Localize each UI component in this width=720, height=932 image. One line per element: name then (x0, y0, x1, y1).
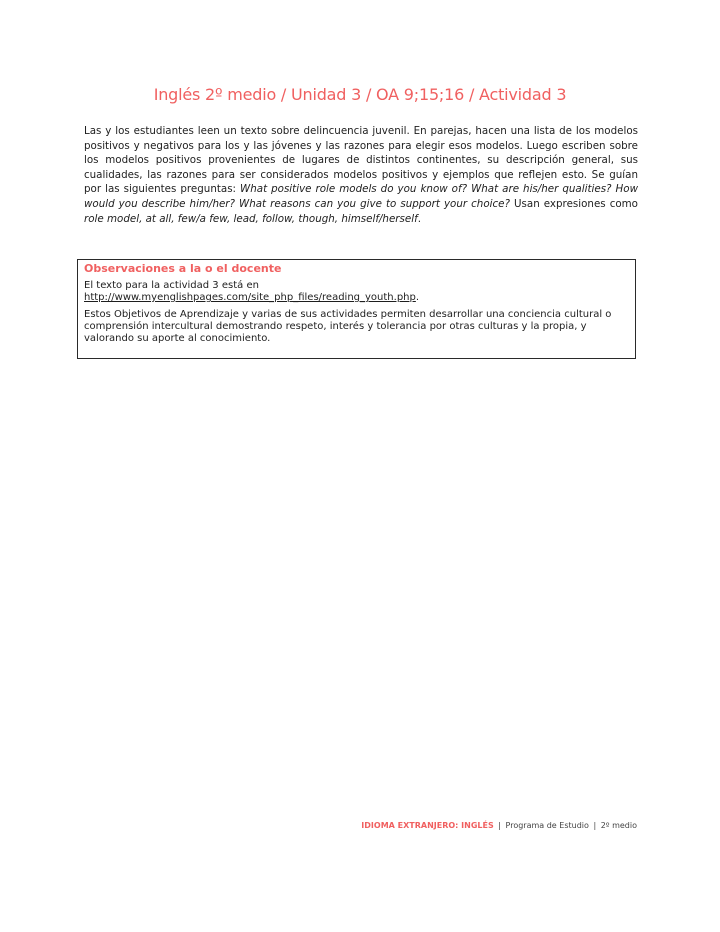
footer-separator: | (593, 821, 597, 830)
reading-text-link[interactable]: http://www.myenglishpages.com/site_php_files/reading_youth.php (84, 292, 416, 303)
activity-description (84, 124, 638, 226)
page-footer (361, 821, 637, 830)
usage-prefix: Usan expresiones como (509, 197, 638, 210)
observations-text-suffix: . (415, 292, 420, 303)
footer-separator: | (498, 821, 501, 830)
footer-program: Programa de Estudio (505, 821, 589, 830)
observations-paragraph-1 (84, 280, 629, 304)
footer-subject: IDIOMA EXTRANJERO: INGLÉS (361, 821, 494, 830)
observations-title: Observaciones a la o el docente (84, 262, 282, 275)
guiding-questions: What positive role models do you know of? What are his/her qualities? How would you describe him/her? What reasons can you give to support your choice? (84, 183, 638, 210)
description-text: Las y los estudiantes leen un texto sobre delincuencia juvenil. En parejas, hacen una lista de los modelos positivos y negativos para los y las jóvenes y las razones para elegir esos modelos. Luego escriben sobre los modelos positivos provenientes de lugares de distintos continentes, su descripción general, sus cualidades, las razones para ser considerados modelos positivos y ejemplos que reflejen esto. Se guían por las siguientes preguntas: (84, 125, 638, 196)
page-title: Inglés 2º medio / Unidad 3 / OA 9;15;16 / Actividad 3 (153, 85, 567, 104)
expressions-list: role model, at all, few/a few, lead, follow, though, himself/herself (84, 212, 418, 225)
teacher-observations-box (77, 259, 636, 359)
usage-suffix: . (417, 212, 421, 225)
footer-grade: 2º medio (600, 821, 637, 830)
observations-text-prefix: El texto para la actividad 3 está en (84, 280, 259, 291)
observations-paragraph-2: Estos Objetivos de Aprendizaje y varias de sus actividades permiten desarrollar una conciencia cultural o comprensión intercultural demostrando respeto, interés y tolerancia por otras culturas y la propia, y valorando su aporte al conocimiento. (84, 309, 612, 344)
